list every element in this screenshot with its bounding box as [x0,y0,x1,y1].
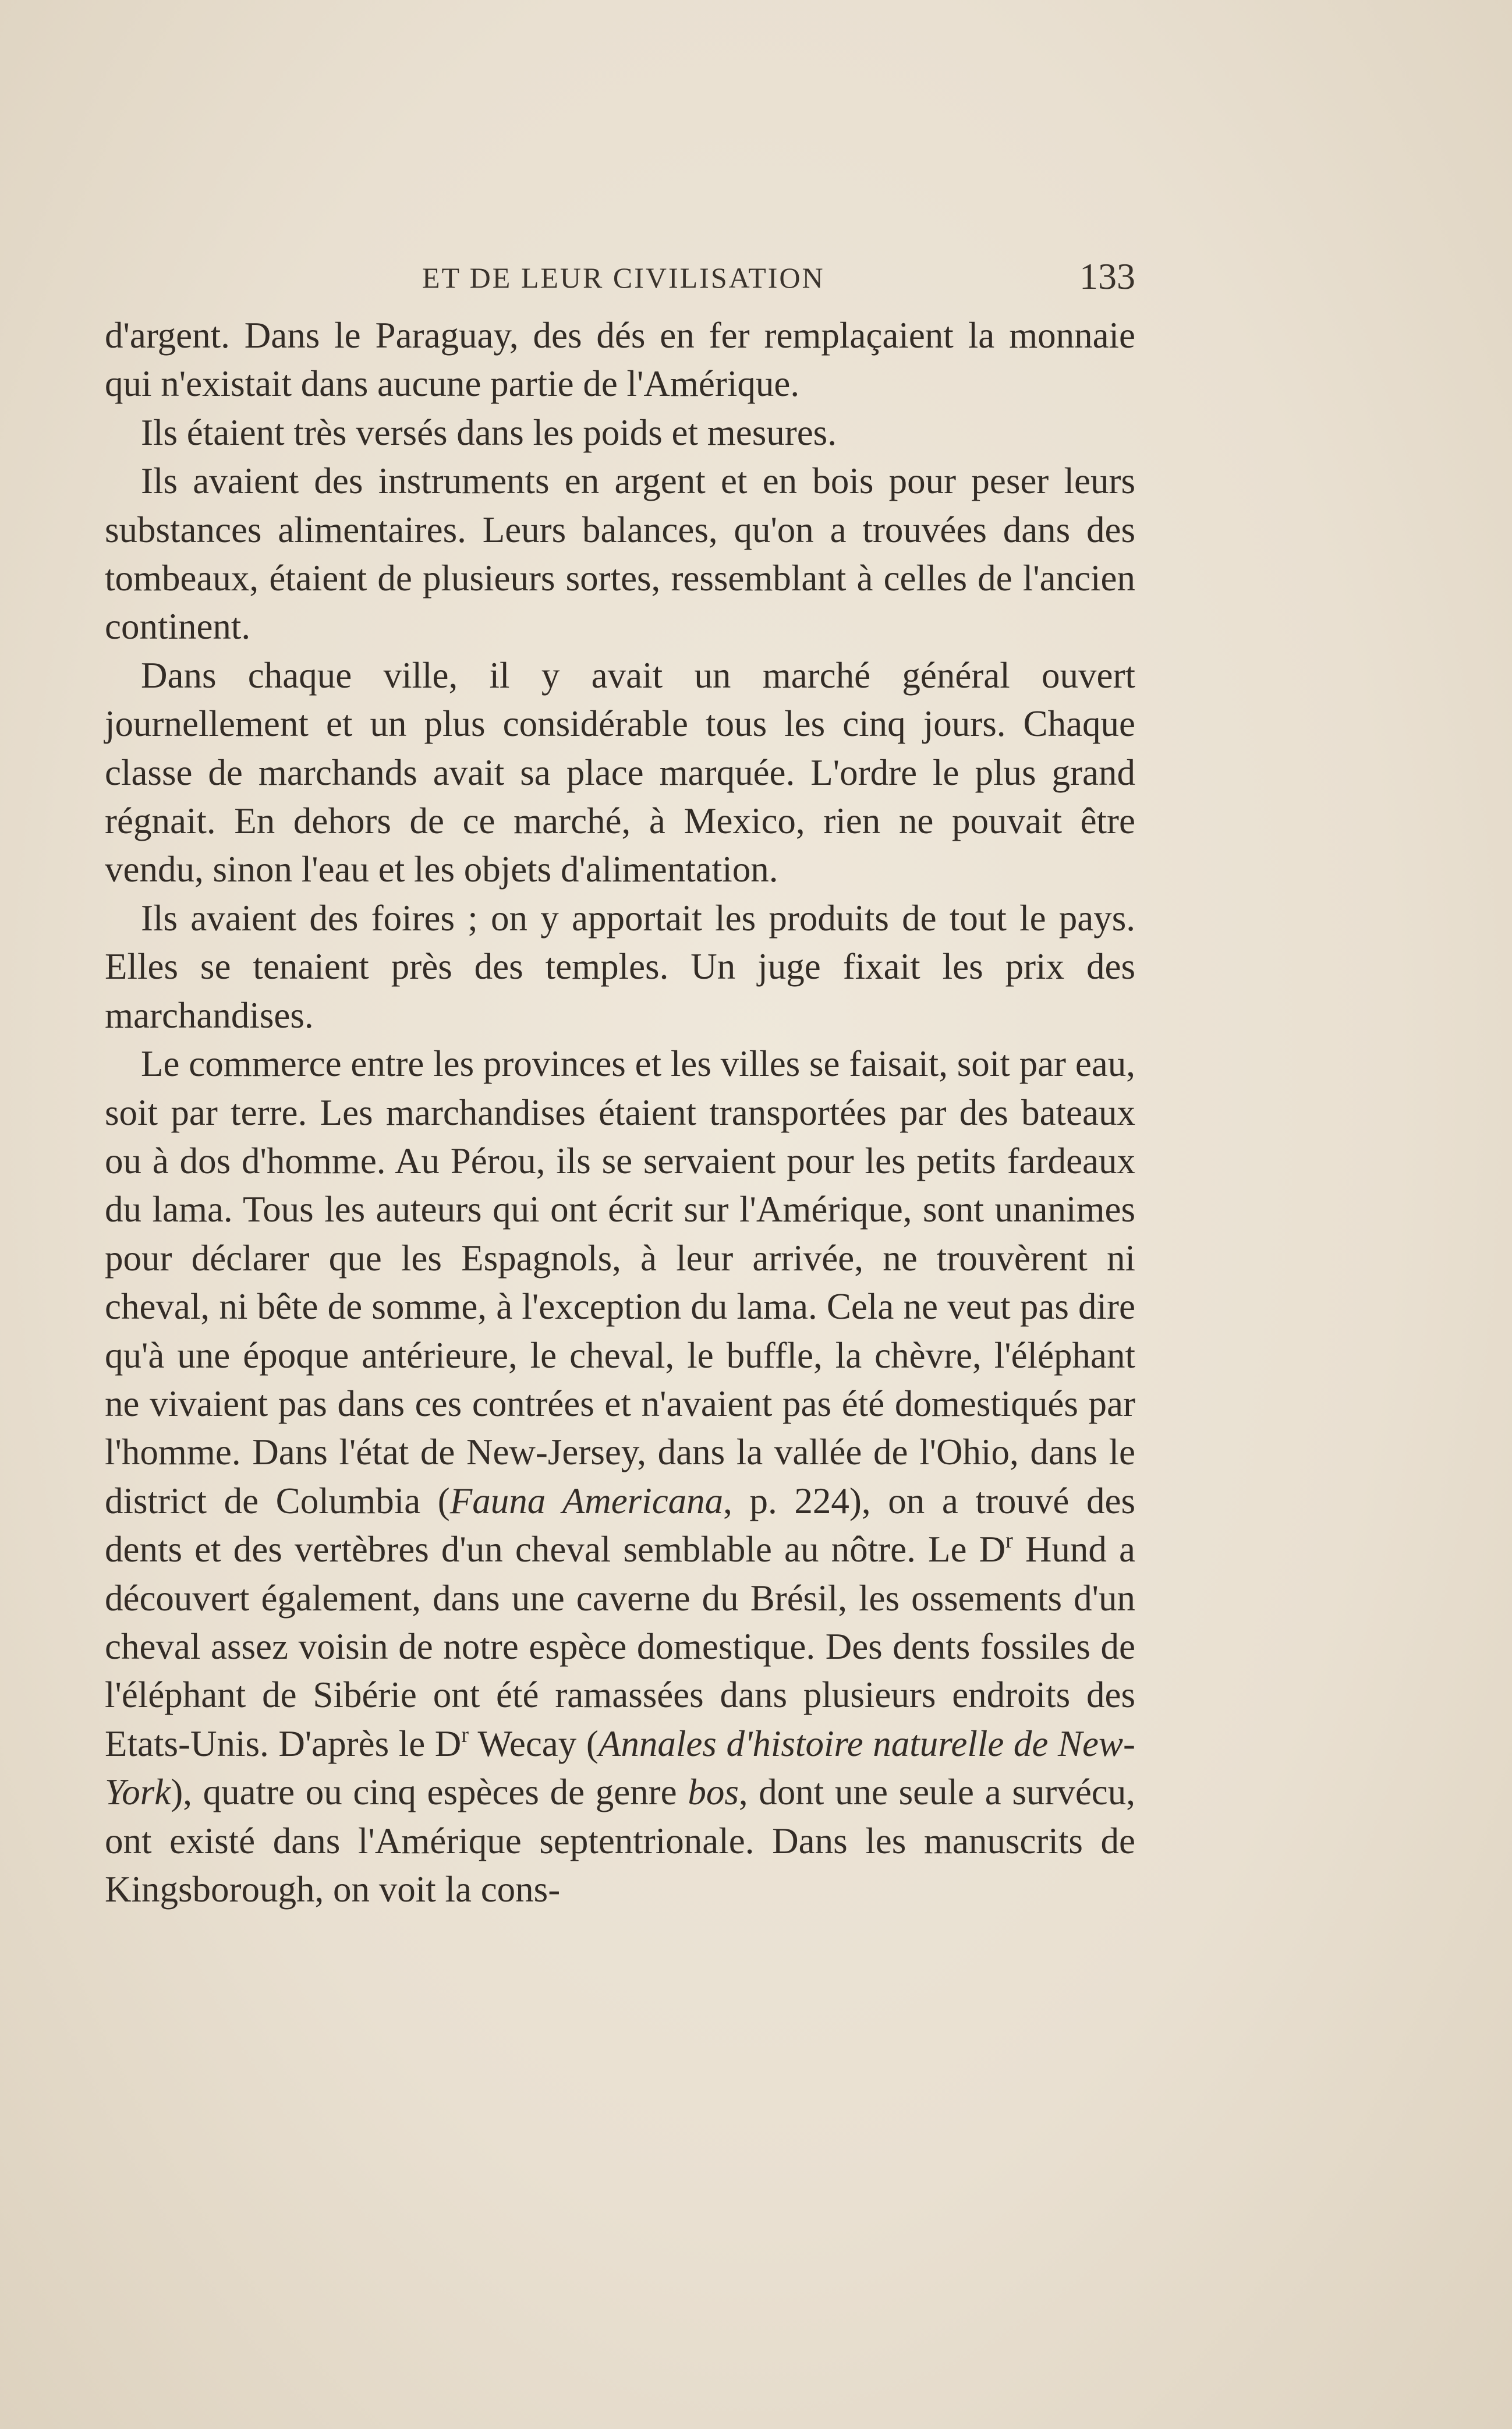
paragraph-2: Ils étaient très versés dans les poids et mesures. [141,412,837,453]
paragraph-4: Dans chaque ville, il y avait un marché général ouvert journellement et un plus considérable tous les cinq jours. Chaque classe de marchands avait sa place marquée. L'ordre le plus grand régnait. En dehors de ce marché, à Mexico, rien ne pouvait être vendu, sinon l'eau et les objets d'alimentation. [105,654,1135,890]
paragraph-5: Ils avaient des foires ; on y apportait les produits de tout le pays. Elles se tenaient près des temples. Un juge fixait les prix des marchandises. [105,897,1135,1036]
doctor-abbrev-superscript: r [461,1722,469,1747]
paragraph-1: d'argent. Dans le Paraguay, des dés en fer remplaçaient la monnaie qui n'existait dans aucune partie de l'Amérique. [105,315,1135,405]
paragraph-6-text-6: , dont une seule a survécu, ont existé dans l'Amérique septentrionale. Dans les manuscrits de Kingsborough, on voit la cons- [105,1772,1136,1910]
paragraph-6-text-5: ), quatre ou cinq espèces de genre [171,1772,688,1813]
page-header [105,255,1135,302]
term-bos: bos [688,1772,739,1813]
paragraph-6 [105,1040,1135,1914]
body-text [105,311,1135,1914]
paragraph-6-text-3: Hund a découvert également, dans une caverne du Brésil, les ossements d'un cheval assez voisin de notre espèce domestique. Des dents fossiles de l'éléphant de Sibérie ont été ramassées dans plusieurs endroits des Etats-Unis. D'après le D [105,1529,1135,1764]
page-number: 133 [1079,256,1135,297]
citation-fauna-americana: Fauna Americana [449,1480,724,1521]
paragraph-6-text-2: , p. 224), on a trouvé des dents et des vertèbres d'un cheval semblable au nôtre. Le D [105,1480,1135,1570]
running-head: ET DE LEUR CIVILISATION [422,261,825,294]
citation-annales: Annales d'histoire naturelle de New-York [105,1723,1135,1813]
paragraph-6-text-1: Le commerce entre les provinces et les villes se faisait, soit par eau, soit par terre. Les marchandises étaient transportées par des bateaux ou à dos d'homme. Au Pérou, ils se servaient pour les petits fardeaux du lama. Tous les auteurs qui ont écrit sur l'Amérique, sont unanimes pour déclarer que les Espagnols, à leur arrivée, ne trouvèrent ni cheval, ni bête de somme, à l'exception du lama. Cela ne veut pas dire qu'à une époque antérieure, le cheval, le buffle, la chèvre, l'éléphant ne vivaient pas dans ces contrées et n'avaient pas été domestiqués par l'homme. Dans l'état de New-Jersey, dans la vallée de l'Ohio, dans le district de Columbia ( [105,1043,1135,1521]
paragraph-3: Ils avaient des instruments en argent et en bois pour peser leurs substances alimentaires. Leurs balances, qu'on a trouvées dans des tombeaux, étaient de plusieurs sortes, ressemblant à celles de l'ancien continent. [105,461,1135,647]
paragraph-6-text-4: Wecay ( [468,1723,599,1764]
doctor-abbrev-superscript: r [1005,1528,1013,1553]
